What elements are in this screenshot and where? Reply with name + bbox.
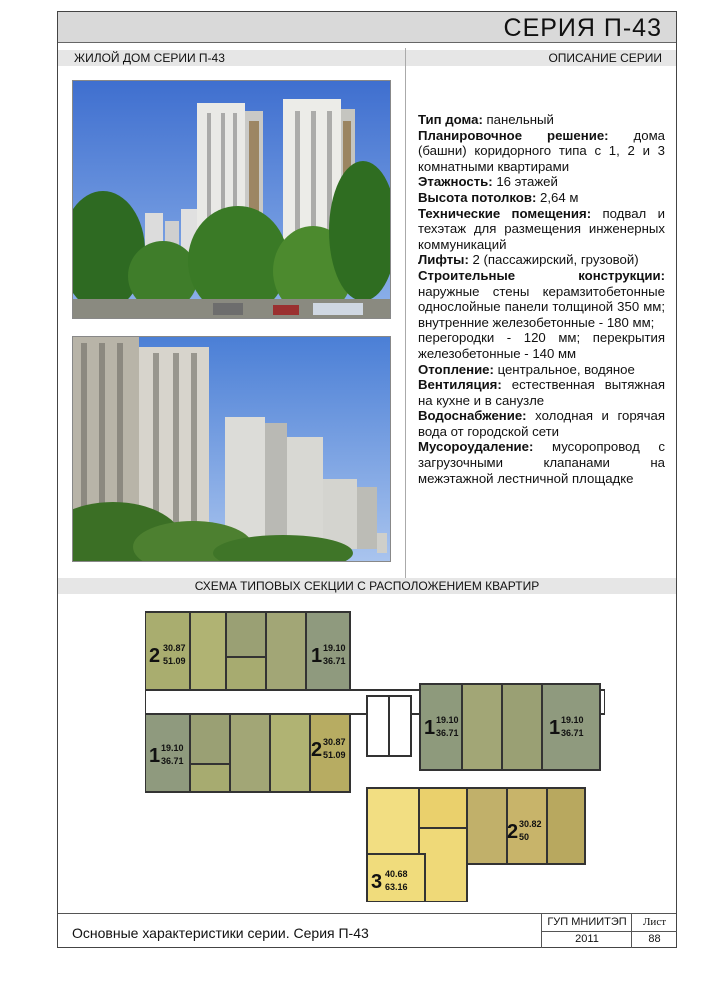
building-photo-2 <box>72 336 391 562</box>
footer-sheet-label: Лист <box>631 914 677 932</box>
description-item: Этажность: 16 этажей <box>418 174 558 190</box>
page-title: СЕРИЯ П-43 <box>503 14 662 42</box>
description-item: Вентиляция: естественная вытяжная на кухне и в санузле <box>418 377 665 408</box>
svg-text:36.71: 36.71 <box>323 656 346 666</box>
right-section-title: ОПИСАНИЕ СЕРИИ <box>548 51 662 65</box>
description-item: Строительные конструкции: наружные стены керамзитобетонные однослойные панели толщиной 350 мм; внутренние железобетонные - 180 мм; <box>418 267 665 330</box>
floor-plan <box>145 606 605 902</box>
svg-text:36.71: 36.71 <box>561 728 584 738</box>
svg-text:51.09: 51.09 <box>323 750 346 760</box>
description-item: Технические помещения: подвал и техэтаж для размещения инженерных коммуникаций <box>418 205 665 252</box>
svg-text:1: 1 <box>311 645 323 667</box>
svg-text:19.10: 19.10 <box>323 643 346 653</box>
svg-text:2: 2 <box>149 645 161 667</box>
series-description <box>418 112 665 486</box>
schema-bar <box>58 578 676 594</box>
svg-text:30.87: 30.87 <box>163 643 186 653</box>
svg-text:36.71: 36.71 <box>436 728 459 738</box>
description-item: Высота потолков: 2,64 м <box>418 189 579 205</box>
svg-text:3: 3 <box>371 871 383 893</box>
svg-text:50: 50 <box>519 832 530 842</box>
svg-text:30.82: 30.82 <box>519 819 542 829</box>
description-item: перегородки - 120 мм; перекрытия железобетонные - 140 мм <box>418 330 665 361</box>
svg-text:30.87: 30.87 <box>323 737 346 747</box>
building-photo-1 <box>72 80 391 319</box>
svg-text:63.16: 63.16 <box>385 882 408 892</box>
header-bar <box>58 12 676 43</box>
right-section-bar <box>406 50 676 66</box>
footer <box>58 913 676 948</box>
svg-text:1: 1 <box>149 745 161 767</box>
svg-text:19.10: 19.10 <box>436 715 459 725</box>
description-item: Планировочное решение: дома (башни) коридорного типа с 1, 2 и 3 комнатными квартирами <box>418 127 665 174</box>
left-section-title: ЖИЛОЙ ДОМ СЕРИИ П-43 <box>74 51 225 65</box>
footer-sheet-number: 88 <box>631 931 677 948</box>
footer-org: ГУП МНИИТЭП <box>541 914 632 932</box>
svg-text:40.68: 40.68 <box>385 869 408 879</box>
svg-text:19.10: 19.10 <box>561 715 584 725</box>
schema-title: СХЕМА ТИПОВЫХ СЕКЦИИ С РАСПОЛОЖЕНИЕМ КВАРТИР <box>194 579 540 593</box>
svg-text:1: 1 <box>424 717 436 739</box>
description-item: Мусороудаление: мусоропровод с загрузочными клапанами на межэтажной лестничной площадке <box>418 439 665 486</box>
svg-text:2: 2 <box>311 739 323 761</box>
description-item: Водоснабжение: холодная и горячая вода от городской сети <box>418 408 665 439</box>
svg-text:36.71: 36.71 <box>161 756 184 766</box>
svg-text:2: 2 <box>507 821 519 843</box>
footer-year: 2011 <box>541 931 632 948</box>
section-divider <box>405 48 406 578</box>
left-section-bar <box>58 50 405 66</box>
description-item: Лифты: 2 (пассажирский, грузовой) <box>418 252 639 268</box>
description-item: Тип дома: панельный <box>418 112 554 127</box>
description-item: Отопление: центральное, водяное <box>418 361 635 377</box>
svg-text:1: 1 <box>549 717 561 739</box>
svg-text:51.09: 51.09 <box>163 656 186 666</box>
svg-text:19.10: 19.10 <box>161 743 184 753</box>
footer-text: Основные характеристики серии. Серия П-43 <box>72 925 369 941</box>
